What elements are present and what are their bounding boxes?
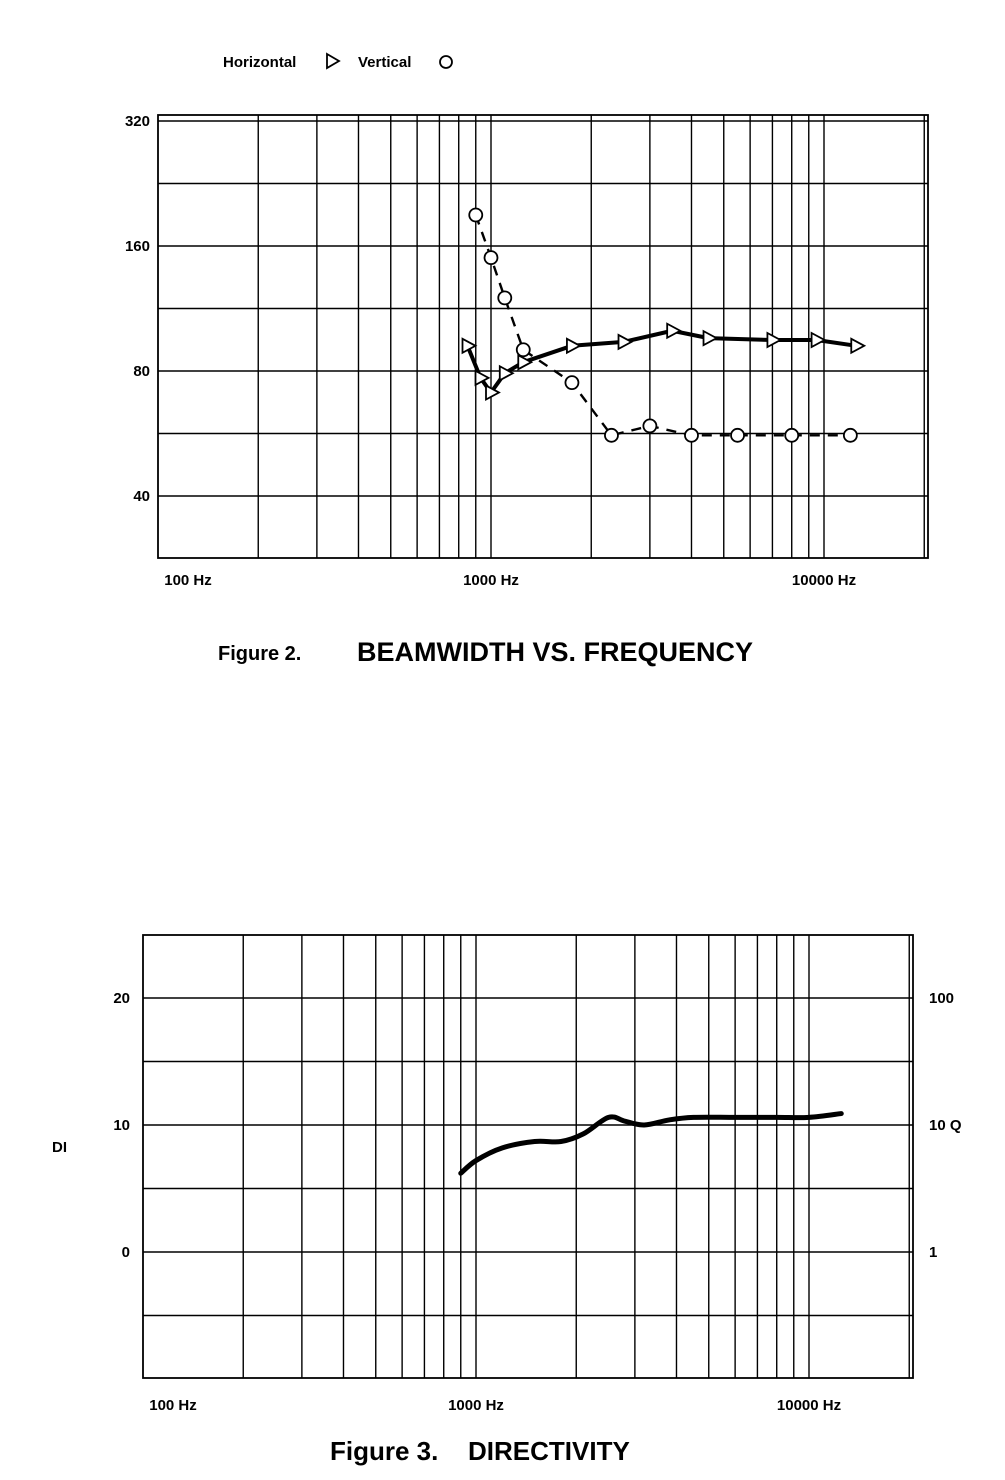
fig3-frame bbox=[143, 935, 913, 1378]
fig2-legend bbox=[223, 54, 452, 71]
vertical-point bbox=[565, 376, 578, 389]
vertical-point bbox=[731, 429, 744, 442]
fig3-chart bbox=[52, 935, 962, 1414]
horizontal-point bbox=[619, 335, 632, 349]
vertical-point bbox=[844, 429, 857, 442]
fig3-y2-tick-label: 100 bbox=[929, 990, 955, 1007]
horizontal-point bbox=[767, 333, 780, 347]
fig3-grid bbox=[143, 935, 913, 1378]
fig2-chart bbox=[125, 113, 928, 589]
fig3-y2-tick-label: 10 Q bbox=[929, 1117, 962, 1134]
legend-vertical-label: Vertical bbox=[358, 54, 412, 71]
fig3-y-tick-label: 20 bbox=[113, 990, 130, 1007]
fig3-caption bbox=[330, 1436, 630, 1466]
horizontal-point bbox=[518, 355, 531, 369]
fig2-x-ticks bbox=[164, 572, 856, 589]
fig2-y-tick-label: 40 bbox=[133, 488, 150, 505]
di-series-line bbox=[461, 1114, 842, 1174]
horizontal-point bbox=[851, 339, 864, 353]
fig3-ylabel: DI bbox=[52, 1139, 67, 1156]
fig2-series bbox=[462, 209, 864, 442]
fig2-title: BEAMWIDTH VS. FREQUENCY bbox=[357, 637, 754, 667]
fig3-x-tick-label: 10000 Hz bbox=[776, 1397, 842, 1414]
fig3-x-tick-label: 100 Hz bbox=[149, 1397, 197, 1414]
vertical-point bbox=[785, 429, 798, 442]
fig2-label: Figure 2. bbox=[218, 643, 302, 665]
fig2-y-tick-label: 160 bbox=[124, 238, 150, 255]
vertical-point bbox=[498, 291, 511, 304]
fig2-x-tick-label: 1000 Hz bbox=[463, 572, 519, 589]
fig2-y-tick-label: 80 bbox=[133, 363, 150, 380]
vertical-point bbox=[469, 209, 482, 222]
fig2-x-tick-label: 100 Hz bbox=[164, 572, 212, 589]
fig3-y2-ticks bbox=[929, 990, 962, 1261]
horizontal-point bbox=[704, 331, 717, 345]
vertical-point bbox=[643, 419, 656, 432]
fig3-x-tick-label: 1000 Hz bbox=[448, 1397, 504, 1414]
fig3-title: DIRECTIVITY bbox=[468, 1436, 630, 1466]
fig3-label: Figure 3. bbox=[330, 1436, 439, 1466]
vertical-series-line bbox=[476, 215, 851, 435]
fig3-series bbox=[461, 1114, 842, 1174]
fig3-x-ticks bbox=[149, 1397, 841, 1414]
triangle-icon bbox=[327, 54, 339, 68]
circle-icon bbox=[440, 56, 452, 68]
horizontal-point bbox=[667, 324, 680, 338]
horizontal-point bbox=[567, 339, 580, 353]
fig3-y2-tick-label: 1 bbox=[929, 1244, 938, 1261]
vertical-point bbox=[485, 251, 498, 264]
vertical-point bbox=[685, 429, 698, 442]
vertical-point bbox=[605, 429, 618, 442]
fig3-y-tick-label: 10 bbox=[113, 1117, 130, 1134]
fig2-y-ticks bbox=[125, 113, 150, 505]
fig3-y-ticks bbox=[113, 990, 130, 1261]
fig3-y-tick-label: 0 bbox=[121, 1244, 130, 1261]
horizontal-point bbox=[812, 333, 825, 347]
legend-horizontal-label: Horizontal bbox=[223, 54, 297, 71]
vertical-point bbox=[517, 343, 530, 356]
fig2-x-tick-label: 10000 Hz bbox=[791, 572, 857, 589]
fig2-y-tick-label: 320 bbox=[124, 113, 150, 130]
fig2-caption bbox=[218, 637, 753, 667]
